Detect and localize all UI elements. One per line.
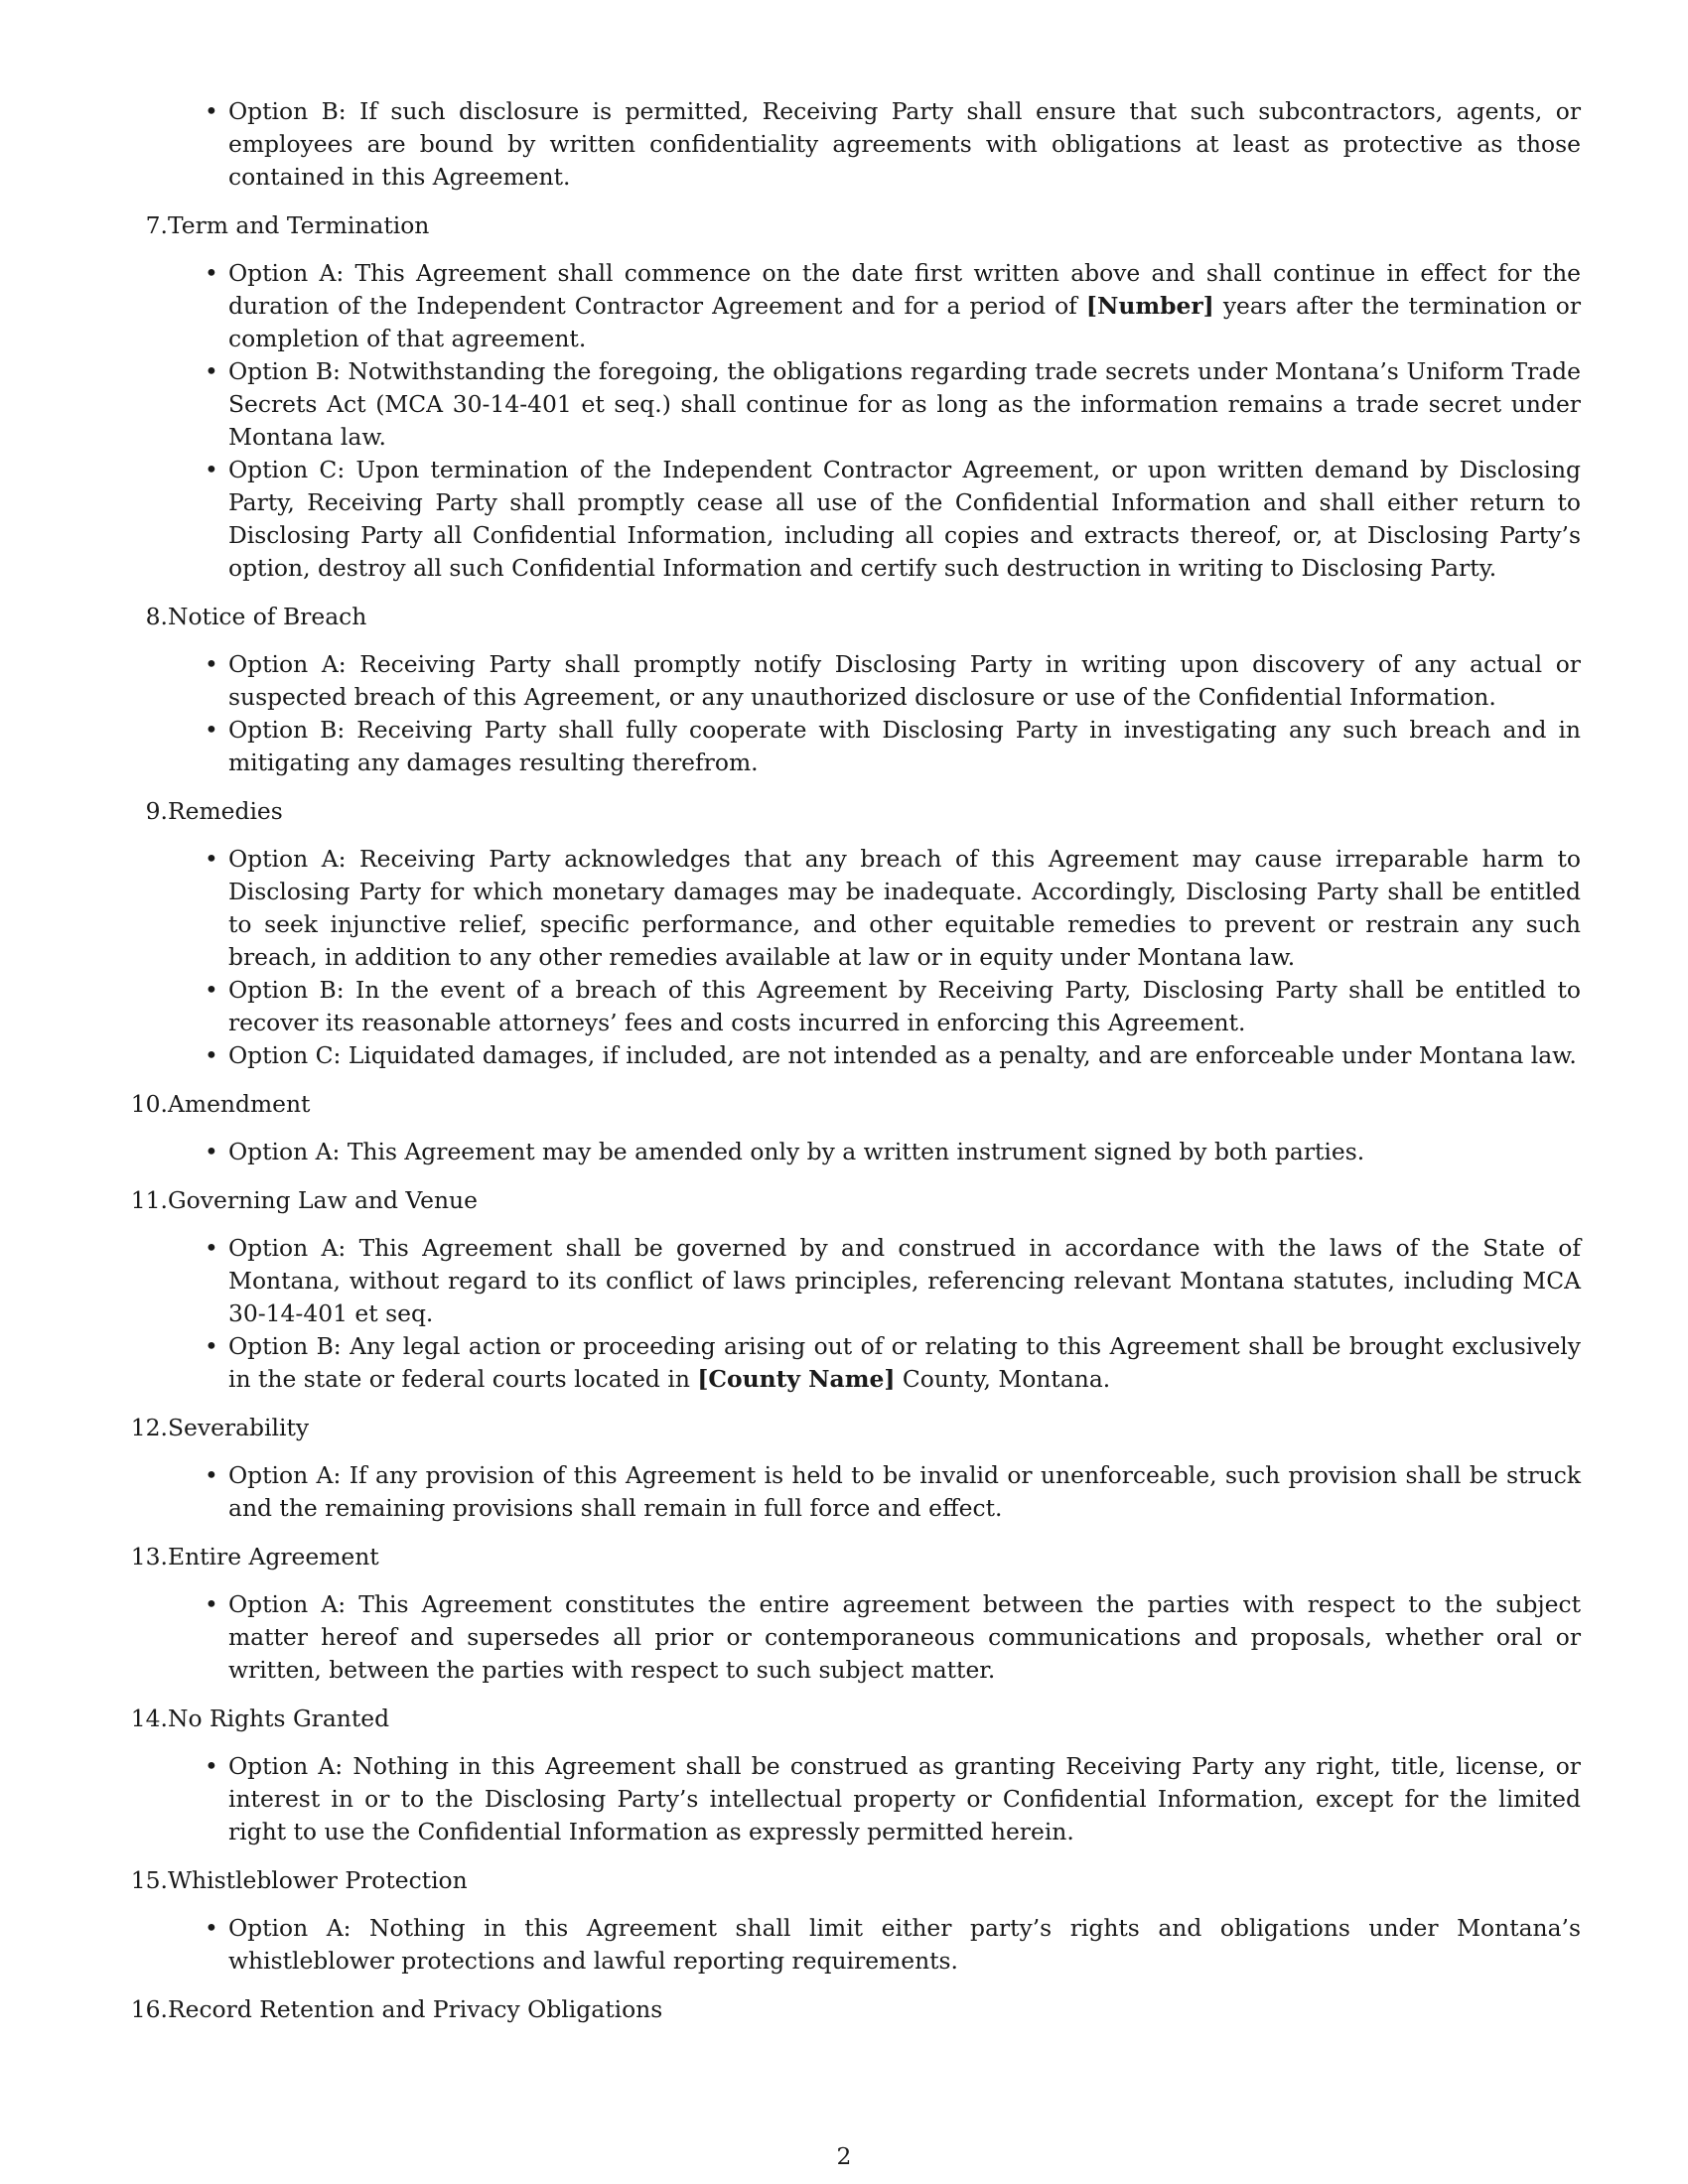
section-title: Severability xyxy=(168,1414,310,1441)
section-heading xyxy=(131,1703,1581,1735)
section-whistleblower-protection xyxy=(131,1864,1581,1978)
section-title: No Rights Granted xyxy=(168,1705,390,1732)
section-number: 8. xyxy=(145,603,168,630)
section-title: Governing Law and Venue xyxy=(168,1186,478,1214)
bullet-text: Option B: Any legal action or proceeding arising out of or relating to this Agreement shall be brought exclusively in the state or federal courts located in xyxy=(228,1332,1581,1393)
bullet-text: County, Montana. xyxy=(895,1365,1111,1393)
section-heading xyxy=(131,1864,1581,1897)
section-heading xyxy=(131,601,1581,633)
section-title: Amendment xyxy=(168,1090,311,1118)
bullet-list xyxy=(131,1588,1581,1687)
bullet-item: • Option A: Receiving Party acknowledges that any breach of this Agreement may cause irreparable harm to Disclosing Party for which monetary damages may be inadequate. Accordingly, Disclosing Party shall be entitled to seek injunctive relief, specific performance, and other equitable remedies to prevent or restrain any such breach, in addition to any other remedies available at law or in equity under Montana law. xyxy=(228,843,1581,974)
bullet-list xyxy=(131,1750,1581,1848)
section-number: 9. xyxy=(145,797,168,825)
section-no-rights-granted xyxy=(131,1703,1581,1848)
bullet-item: • Option A: Nothing in this Agreement shall limit either party’s rights and obligations under Montana’s whistleblower protections and lawful reporting requirements. xyxy=(228,1912,1581,1978)
bullet-list xyxy=(131,1459,1581,1525)
bullet-item: • Option B: If such disclosure is permitted, Receiving Party shall ensure that such subcontractors, agents, or employees are bound by written confidentiality agreements with obligations at least as protective as those contained in this Agreement. xyxy=(228,95,1581,194)
page-number: 2 xyxy=(836,2142,852,2170)
bullet-list xyxy=(131,648,1581,779)
bullet-item: • Option B: In the event of a breach of this Agreement by Receiving Party, Disclosing Party shall be entitled to recover its reasonable attorneys’ fees and costs incurred in enforcing this Agreement. xyxy=(228,974,1581,1039)
section-record-retention xyxy=(131,1993,1581,2026)
bullet-list xyxy=(131,843,1581,1072)
section-title: Term and Termination xyxy=(168,211,430,239)
document-body xyxy=(131,95,1581,2041)
section-number: 13. xyxy=(130,1543,168,1570)
section-heading xyxy=(131,1412,1581,1444)
bullet-item: • Option A: This Agreement constitutes the entire agreement between the parties with respect to the subject matter hereof and supersedes all prior or contemporaneous communications and proposals, whether oral or written, between the parties with respect to such subject matter. xyxy=(228,1588,1581,1687)
bullet-item: • Option A: This Agreement may be amended only by a written instrument signed by both parties. xyxy=(228,1136,1581,1168)
bullet-list xyxy=(131,1136,1581,1168)
section-heading xyxy=(131,1993,1581,2026)
bullet-item: • Option C: Upon termination of the Independent Contractor Agreement, or upon written demand by Disclosing Party, Receiving Party shall promptly cease all use of the Confidential Information and shall either return to Disclosing Party all Confidential Information, including all copies and extracts thereof, or, at Disclosing Party’s option, destroy all such Confidential Information and certify such destruction in writing to Disclosing Party. xyxy=(228,454,1581,585)
section-remedies xyxy=(131,795,1581,1072)
bullet-item: • Option A: Nothing in this Agreement shall be construed as granting Receiving Party any right, title, license, or interest in or to the Disclosing Party’s intellectual property or Confidential Information, except for the limited right to use the Confidential Information as expressly permitted herein. xyxy=(228,1750,1581,1848)
section-severability xyxy=(131,1412,1581,1525)
section-number: 14. xyxy=(130,1705,168,1732)
bullet-item: • Option C: Liquidated damages, if included, are not intended as a penalty, and are enforceable under Montana law. xyxy=(228,1039,1581,1072)
bullet-item: • Option B: Notwithstanding the foregoing, the obligations regarding trade secrets under Montana’s Uniform Trade Secrets Act (MCA 30-14-401 et seq.) shall continue for as long as the information remains a trade secret under Montana law. xyxy=(228,355,1581,454)
section-heading xyxy=(131,1541,1581,1573)
section-governing-law-and-venue xyxy=(131,1184,1581,1396)
section-number: 16. xyxy=(130,1995,168,2023)
bullet-item xyxy=(228,257,1581,355)
section-title: Entire Agreement xyxy=(168,1543,379,1570)
bullet-item: • Option A: This Agreement shall be governed by and construed in accordance with the laws of the State of Montana, without regard to its conflict of laws principles, referencing relevant Montana statutes, including MCA 30-14-401 et seq. xyxy=(228,1232,1581,1330)
section-title: Remedies xyxy=(168,797,283,825)
section-title: Whistleblower Protection xyxy=(168,1866,468,1894)
bullet-list xyxy=(131,1232,1581,1396)
section-amendment xyxy=(131,1088,1581,1168)
section-number: 10. xyxy=(130,1090,168,1118)
continued-bullet-list xyxy=(131,95,1581,194)
placeholder-county-name: [County Name] xyxy=(697,1365,896,1393)
section-number: 11. xyxy=(130,1186,168,1214)
bullet-item: • Option A: If any provision of this Agreement is held to be invalid or unenforceable, such provision shall be struck and the remaining provisions shall remain in full force and effect. xyxy=(228,1459,1581,1525)
bullet-text: Option A: This Agreement shall commence on the date first written above and shall continue in effect for the duration of the Independent Contractor Agreement and for a period of xyxy=(228,259,1581,320)
placeholder-number: [Number] xyxy=(1085,292,1214,320)
section-number: 7. xyxy=(145,211,168,239)
section-entire-agreement xyxy=(131,1541,1581,1687)
section-heading xyxy=(131,1184,1581,1217)
section-notice-of-breach xyxy=(131,601,1581,779)
bullet-list xyxy=(131,1912,1581,1978)
bullet-item: • Option B: Receiving Party shall fully cooperate with Disclosing Party in investigating any such breach and in mitigating any damages resulting therefrom. xyxy=(228,714,1581,779)
section-title: Notice of Breach xyxy=(168,603,367,630)
bullet-item xyxy=(228,1330,1581,1396)
section-heading xyxy=(131,209,1581,242)
bullet-list xyxy=(131,257,1581,585)
section-number: 12. xyxy=(130,1414,168,1441)
section-heading xyxy=(131,1088,1581,1121)
section-title: Record Retention and Privacy Obligations xyxy=(168,1995,663,2023)
section-heading xyxy=(131,795,1581,828)
bullet-item: • Option A: Receiving Party shall promptly notify Disclosing Party in writing upon discovery of any actual or suspected breach of this Agreement, or any unauthorized disclosure or use of the Confidential Information. xyxy=(228,648,1581,714)
section-number: 15. xyxy=(130,1866,168,1894)
bullet-text: years after the termination or completion of that agreement. xyxy=(228,292,1581,352)
section-term-and-termination xyxy=(131,209,1581,585)
